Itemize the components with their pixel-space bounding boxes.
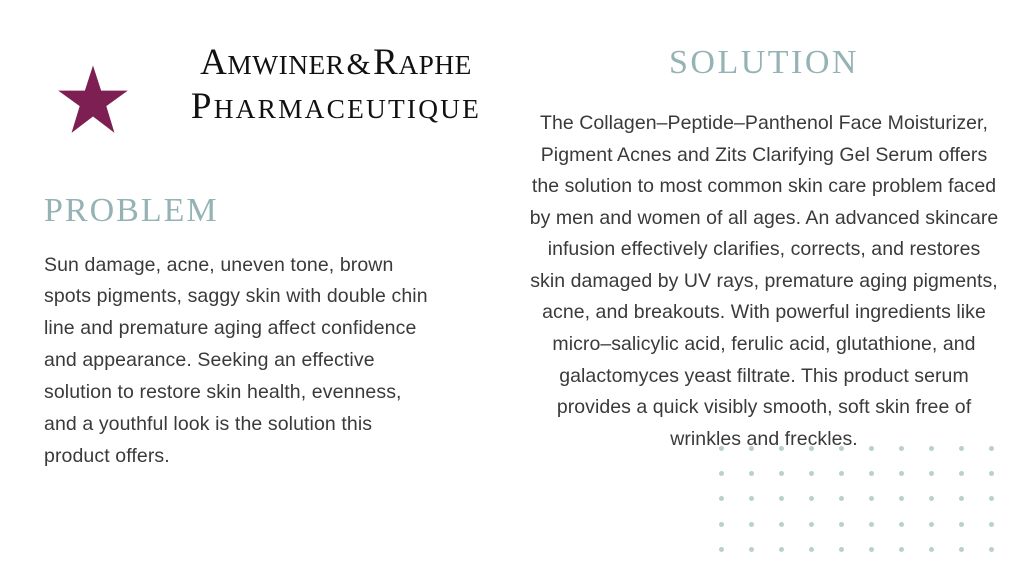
dot: [809, 547, 814, 552]
dot: [719, 522, 724, 527]
brand-line-2: [136, 85, 536, 129]
dot: [869, 547, 874, 552]
dot: [959, 496, 964, 501]
problem-body: Sun damage, acne, uneven tone, brown spots pigments, saggy skin with double chin line and premature aging affect confidence and appearance. Seeking an effective solution to restore skin health, evenness, and a youthful look is the solution this product offers.: [44, 253, 428, 468]
dot: [869, 496, 874, 501]
brand-l1-b: MWINER: [227, 50, 345, 80]
dot: [839, 496, 844, 501]
dot: [899, 496, 904, 501]
brand-l2-b: HARMACEUTIQUE: [213, 94, 482, 125]
dot: [989, 547, 994, 552]
dot: [929, 496, 934, 501]
dot: [719, 547, 724, 552]
dot: [989, 522, 994, 527]
brand-l1-d: APHE: [398, 50, 472, 80]
dot: [899, 522, 904, 527]
dot: [749, 496, 754, 501]
dot: [959, 522, 964, 527]
dot: [929, 522, 934, 527]
brand-l1-c: R: [373, 42, 399, 83]
brand-logo: [48, 38, 508, 148]
dot: [839, 522, 844, 527]
brand-l1-amp: &: [346, 46, 372, 81]
brand-wordmark: [136, 42, 536, 129]
dot: [779, 547, 784, 552]
brand-l1-a: A: [200, 42, 228, 83]
brand-l2-a: P: [190, 86, 214, 128]
solution-heading: SOLUTION: [669, 44, 859, 81]
problem-section: [44, 192, 434, 493]
dot: [899, 547, 904, 552]
dot: [959, 547, 964, 552]
dot: [989, 496, 994, 501]
dot: [869, 522, 874, 527]
star-icon: [56, 64, 130, 138]
dot: [719, 496, 724, 501]
dot: [929, 547, 934, 552]
dot: [839, 547, 844, 552]
dot: [809, 496, 814, 501]
solution-section: [528, 44, 1000, 475]
dot: [749, 522, 754, 527]
dot: [749, 547, 754, 552]
problem-heading: PROBLEM: [44, 192, 219, 229]
solution-body: The Collagen–Peptide–Panthenol Face Moisturizer, Pigment Acnes and Zits Clarifying Gel Serum offers the solution to most common skin care problem faced by men and women of all ages. An advanced skincare infusion effectively clarifies, corrects, and restores skin damaged by UV rays, premature aging pigments, acne, and breakouts. With powerful ingredients like micro–salicylic acid, ferulic acid, glutathione, and galactomyces yeast filtrate. This product serum provides a quick visibly smooth, soft skin free of wrinkles and freckles.: [529, 112, 999, 450]
dot: [779, 496, 784, 501]
dot: [779, 522, 784, 527]
dot: [809, 522, 814, 527]
brand-line-1: [136, 42, 536, 83]
